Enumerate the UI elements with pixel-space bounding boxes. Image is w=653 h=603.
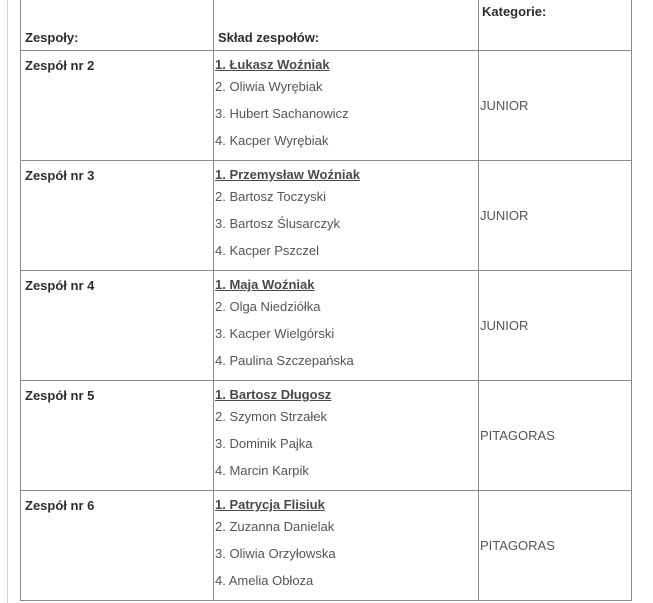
team-member: 2. Szymon Strzałek — [215, 409, 327, 424]
header-cell-category — [479, 0, 632, 51]
team-leader-link[interactable]: 1. Bartosz Długosz — [215, 387, 332, 402]
team-member: 4. Kacper Wyrębiak — [215, 133, 329, 148]
table-row — [21, 491, 632, 601]
team-members-cell — [214, 161, 479, 271]
header-cell-members — [214, 0, 479, 51]
team-category: JUNIOR — [480, 98, 529, 113]
team-category: PITAGORAS — [480, 428, 555, 443]
team-leader-link[interactable]: 1. Przemysław Woźniak — [215, 167, 360, 182]
team-category-cell — [479, 491, 632, 601]
team-name: Zespół nr 3 — [25, 168, 95, 183]
table-row — [21, 271, 632, 381]
team-name: Zespół nr 6 — [25, 498, 95, 513]
team-name-cell — [21, 271, 214, 381]
team-category: JUNIOR — [480, 318, 529, 333]
team-category-cell — [479, 271, 632, 381]
team-member: 2. Zuzanna Danielak — [215, 519, 335, 534]
team-name-cell — [21, 491, 214, 601]
team-member: 4. Amelia Obłoza — [215, 573, 314, 588]
team-member: 2. Oliwia Wyrębiak — [215, 79, 323, 94]
table-row — [21, 161, 632, 271]
team-member: 4. Marcin Karpik — [215, 463, 309, 478]
left-page-edge — [7, 0, 8, 603]
team-members-cell — [214, 491, 479, 601]
team-name: Zespół nr 4 — [25, 278, 95, 293]
team-leader-link[interactable]: 1. Maja Woźniak — [215, 277, 315, 292]
team-members-cell — [214, 51, 479, 161]
header-members: Skład zespołów: — [218, 30, 320, 45]
team-category: JUNIOR — [480, 208, 529, 223]
team-member: 4. Paulina Szczepańska — [215, 353, 354, 368]
team-name: Zespół nr 5 — [25, 388, 95, 403]
team-leader-link[interactable]: 1. Łukasz Woźniak — [215, 57, 330, 72]
team-members-cell — [214, 271, 479, 381]
team-name-cell — [21, 51, 214, 161]
team-member: 3. Dominik Pajka — [215, 436, 313, 451]
team-member: 3. Hubert Sachanowicz — [215, 106, 349, 121]
teams-table-body — [21, 0, 632, 601]
team-member: 2. Bartosz Toczyski — [215, 189, 327, 204]
team-category-cell — [479, 381, 632, 491]
header-category: Kategorie: — [482, 4, 547, 19]
team-member: 2. Olga Niedziółka — [215, 299, 321, 314]
team-category-cell — [479, 161, 632, 271]
team-member: 3. Kacper Wielgórski — [215, 326, 335, 341]
header-row — [21, 0, 632, 51]
team-member: 3. Oliwia Orzyłowska — [215, 546, 336, 561]
team-name: Zespół nr 2 — [25, 58, 95, 73]
team-members-cell — [214, 381, 479, 491]
header-team: Zespoły: — [25, 30, 79, 45]
table-row — [21, 51, 632, 161]
team-name-cell — [21, 161, 214, 271]
team-category-cell — [479, 51, 632, 161]
header-cell-team — [21, 0, 214, 51]
team-name-cell — [21, 381, 214, 491]
teams-table — [20, 0, 632, 601]
team-member: 3. Bartosz Ślusarczyk — [215, 216, 340, 231]
team-member: 4. Kacper Pszczel — [215, 243, 320, 258]
team-category: PITAGORAS — [480, 538, 555, 553]
team-leader-link[interactable]: 1. Patrycja Flisiuk — [215, 497, 325, 512]
table-row — [21, 381, 632, 491]
